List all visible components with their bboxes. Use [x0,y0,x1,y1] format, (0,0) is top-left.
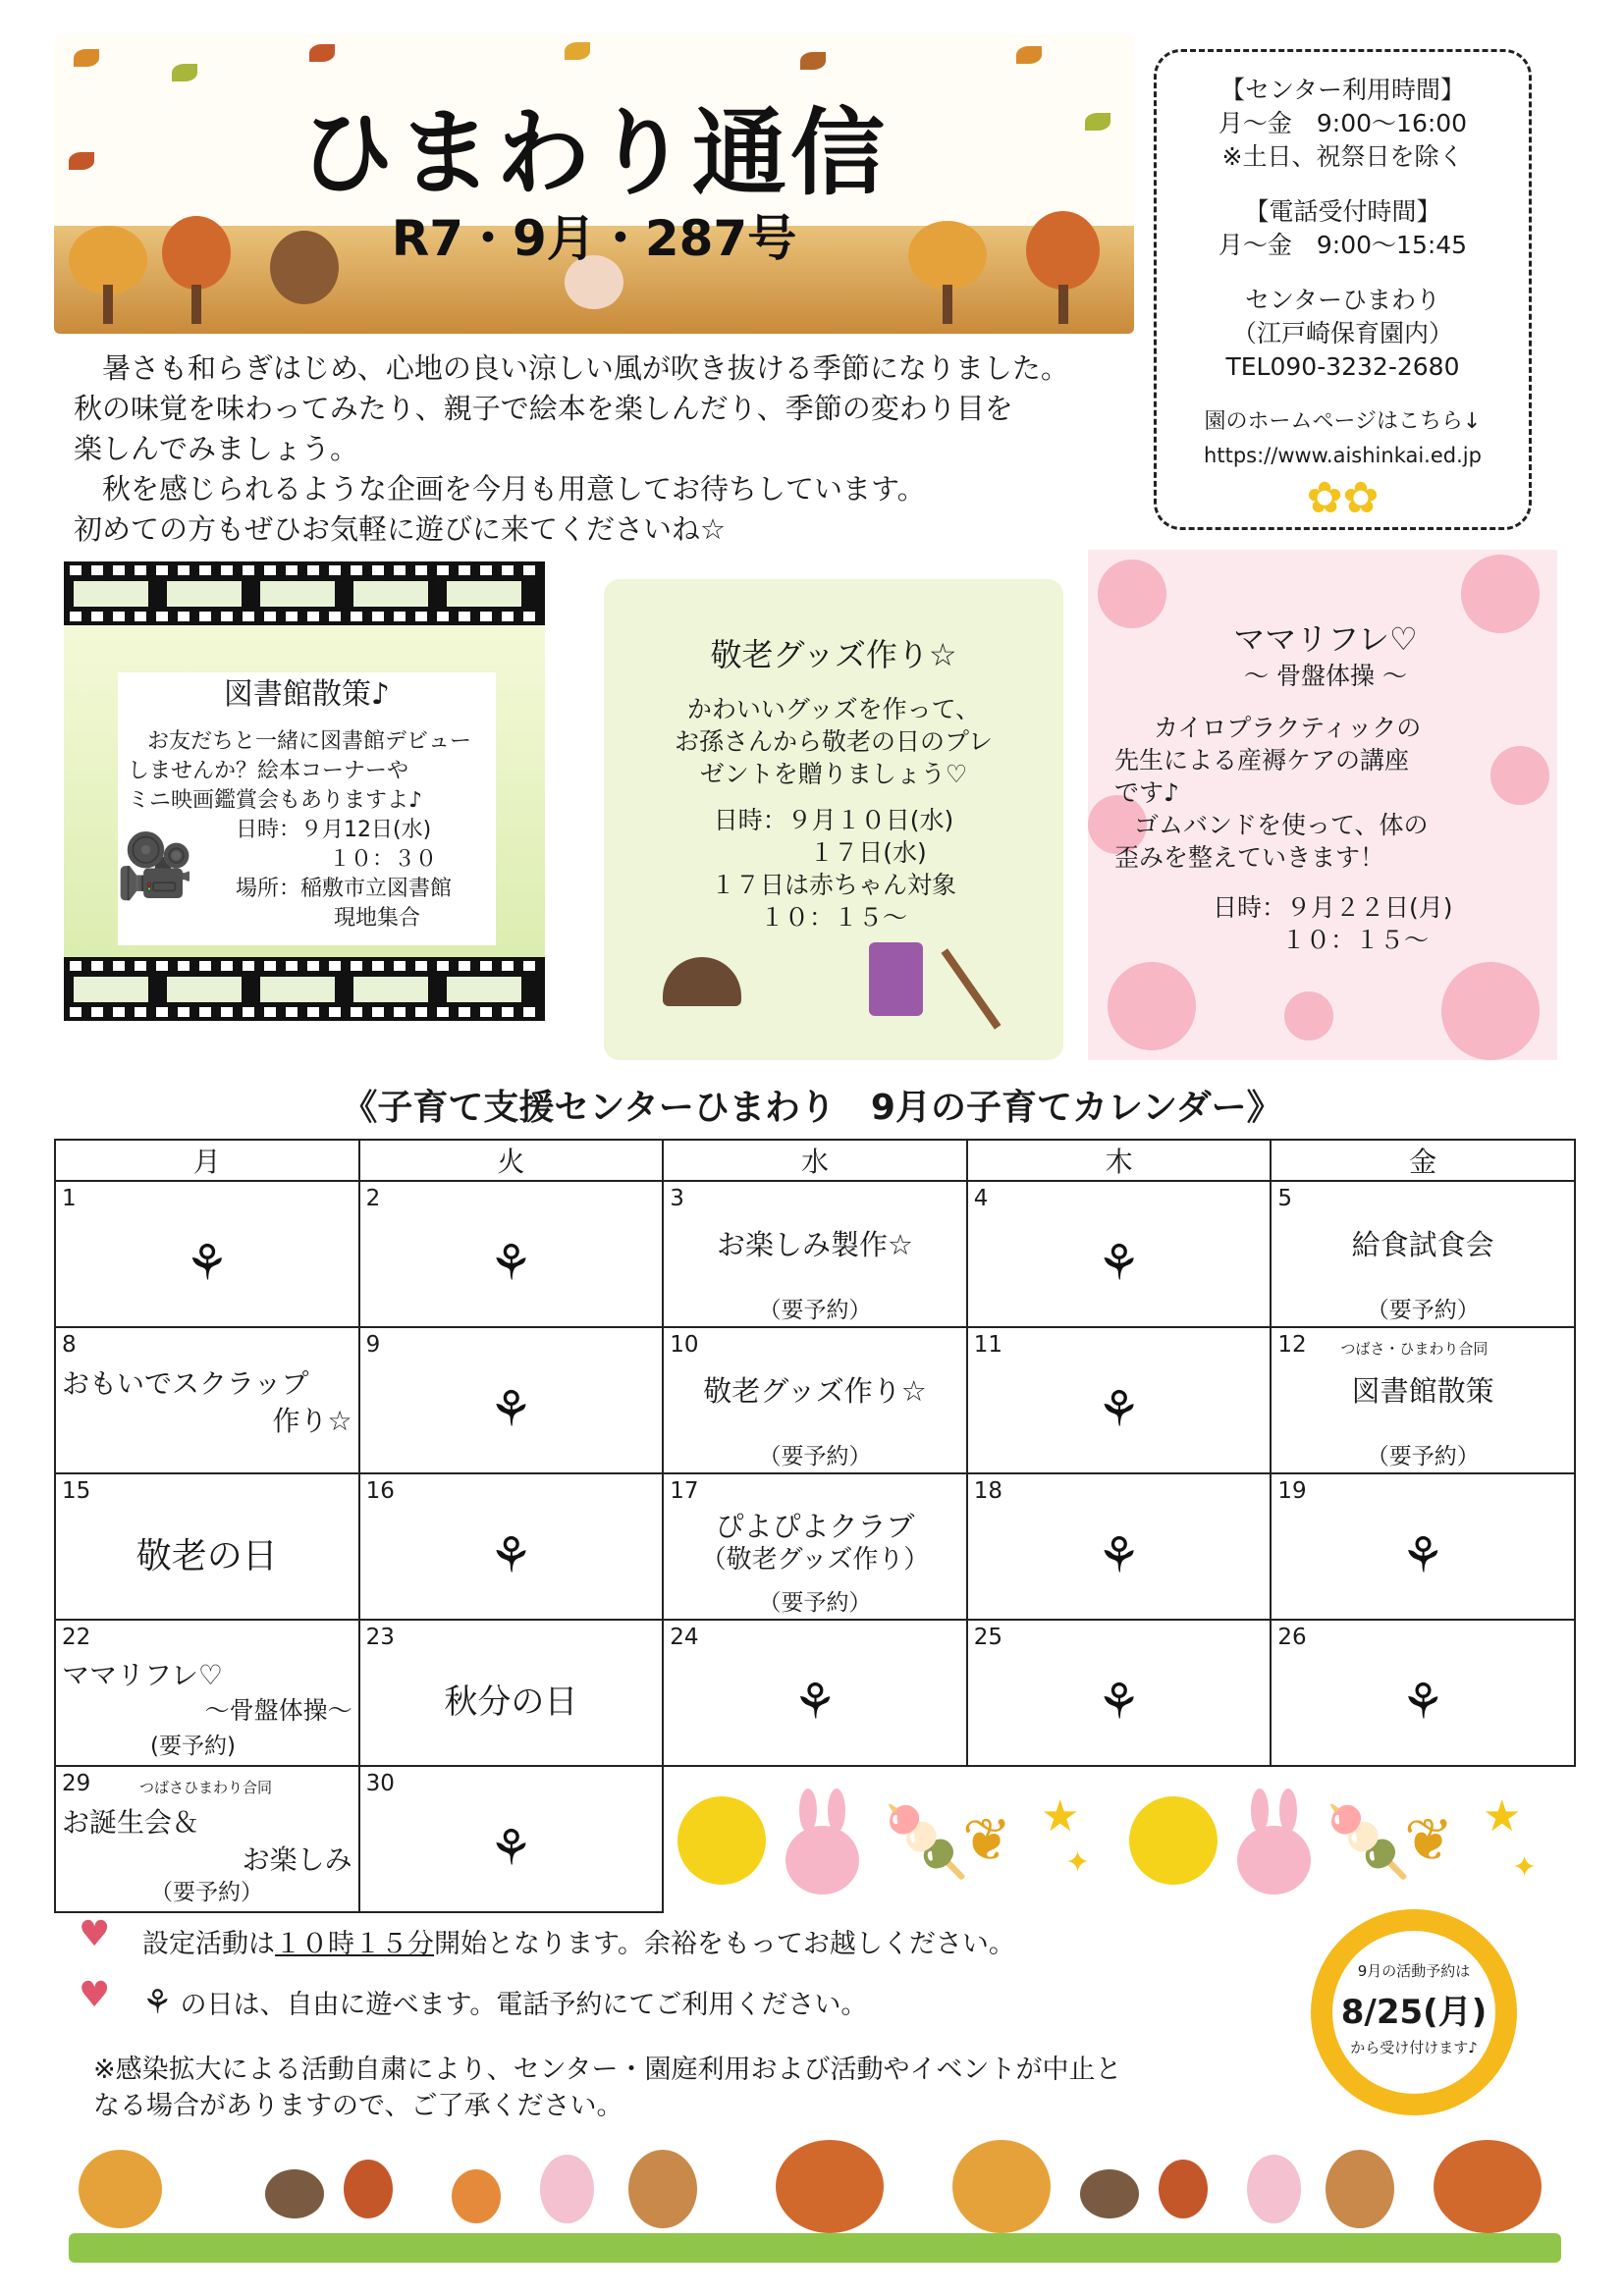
movie-camera-icon: 🎥 [116,830,194,903]
event-sublabel: （敬老グッズ作り） [700,1545,930,1575]
telephone: TEL090-3232-2680 [1225,352,1460,381]
library-line-3: ミニ映画鑑賞会もありますよ♪ [128,788,423,813]
calendar-day-30 [359,1766,664,1912]
mama-refre-content [1114,618,1537,956]
badge-date: 8/25(月) [1340,1993,1488,2032]
autumn-animals-footer [69,2140,1561,2263]
reservation-required: (要予約) [150,1734,236,1759]
library-place: 場所：稲敷市立図書館 [236,877,453,901]
event-label: おもいでスクラップ [62,1367,309,1400]
calendar-day-10 [663,1327,967,1473]
day-number: 17 [670,1478,699,1504]
tree-icon [79,2150,162,2228]
pampas-grass-icon: ❦ [1404,1806,1454,1875]
cane-icon [941,948,1001,1029]
note-text: 設定活動は [142,1929,275,1959]
usage-heading: 【センター利用時間】 [1219,76,1465,104]
holiday-label: 秋分の日 [444,1682,578,1722]
keiro-line-3: ゼントを贈りましょう♡ [699,760,968,788]
calendar-day-19 [1271,1473,1575,1620]
mama-line-2: 先生による産褥ケアの講座 [1114,746,1410,774]
newsletter-title: ひまわり通信 [299,98,889,208]
badge-inner [1332,1931,1495,2094]
weekday-header-row [55,1140,1575,1181]
badge-bottom-text: から受け付けます♪ [1350,2039,1478,2056]
library-event-card [118,672,496,945]
tulip-icon: ⚘ [488,1526,533,1584]
day-number: 2 [365,1186,381,1211]
leaf-icon [800,52,826,70]
week-row-3 [55,1473,1575,1620]
usage-hours: 月～金 9:00～16:00 [1218,109,1468,137]
intro-paragraph-1: 暑さも和らぎはじめ、心地の良い涼しい風が吹き抜ける季節になりました。 秋の味覚を味わってみたり、親子で絵本を楽しんだり、季節の変わり目を 楽しんでみましょう。 [74,351,1069,465]
dango-icon: 🍡 [884,1801,970,1882]
reservation-required: （要予約） [1366,1444,1480,1469]
rabbit-icon [1247,2155,1301,2223]
mama-line-4: ゴムバンドを使って、体の [1134,811,1429,839]
raccoon-icon [1159,2160,1208,2218]
tree-icon [1434,2140,1542,2233]
tulip-icon: ⚘ [1097,1526,1141,1584]
keiro-line-1: かわいいグッズを作って、 [686,695,981,723]
library-line-2: しませんか？絵本コーナーや [128,759,409,783]
calendar-day-24 [663,1620,967,1766]
day-number: 4 [973,1186,989,1211]
keiro-date-3: １７日は赤ちゃん対象 [710,871,956,899]
tulip-icon: ⚘ [1097,1234,1141,1292]
library-event-title: 図書館散策♪ [223,677,391,712]
calendar-day-3 [663,1181,967,1327]
intro-text [74,348,1139,550]
sunflower-icon: ✿✿ [1306,473,1380,523]
weekday-fri: 金 [1271,1140,1575,1181]
joint-note: つばさひまわり合同 [139,1779,273,1796]
event-label: ママリフレ♡ [62,1659,223,1691]
day-number: 11 [973,1332,1003,1358]
day-number: 18 [973,1478,1003,1504]
reservation-required: （要予約） [150,1880,263,1905]
day-number: 8 [62,1332,77,1358]
trunk [191,285,201,324]
fox-icon [452,2169,501,2223]
keiro-event-title: 敬老グッズ作り☆ [710,636,957,673]
event-label: お誕生会＆ [62,1806,200,1839]
day-number: 23 [365,1625,395,1650]
moon-icon [677,1796,766,1885]
event-label-cont: お楽しみ [242,1843,352,1876]
keiro-date-2: １７日(水) [809,838,927,867]
reservation-required: （要予約） [758,1590,872,1616]
calendar-day-9 [359,1327,664,1473]
keiro-date-1: 日時：９月１０日(水) [713,806,954,834]
day-number: 10 [670,1332,699,1358]
tulip-icon: ⚘ [185,1234,230,1292]
star-icon: ✦ [1065,1845,1091,1880]
star-icon: ★ [1041,1791,1080,1842]
day-number: 30 [365,1771,395,1796]
calendar-day-23 [359,1620,664,1766]
calendar-day-16 [359,1473,664,1620]
day-number: 5 [1277,1186,1293,1211]
calendar-day-2 [359,1181,664,1327]
calendar-day-12 [1271,1327,1575,1473]
tulip-icon: ⚘ [792,1673,838,1731]
raccoon-icon [344,2160,393,2218]
star-icon: ✦ [1512,1850,1538,1885]
tree-icon [776,2140,884,2233]
event-sublabel: ～骨盤体操～ [204,1696,352,1725]
tulip-icon: ⚘ [488,1234,533,1292]
reservation-start-badge [1311,1909,1517,2115]
badge-top-text: 9月の活動予約は [1357,1962,1471,1980]
phone-hours: 月～金 9:00～15:45 [1218,231,1468,259]
reservation-required: （要予約） [1366,1298,1480,1323]
holiday-label: 敬老の日 [135,1536,278,1576]
event-label: 敬老グッズ作り☆ [703,1374,927,1408]
day-number: 1 [62,1186,77,1211]
film-strip-top [64,561,545,625]
event-label: ぴよぴよクラブ [715,1510,915,1543]
mama-event-subtitle: ～ 骨盤体操 ～ [1244,662,1407,690]
day-number: 15 [62,1478,91,1504]
tulip-icon: ⚘ [1097,1380,1141,1438]
calendar-day-11 [967,1327,1272,1473]
mama-time: １０：１５～ [1281,926,1430,954]
leaf-icon [74,49,99,67]
day-number: 3 [670,1186,684,1211]
deer-icon [628,2150,697,2228]
center-info-box [1154,49,1532,530]
note-text: の日は、自由に遊べます。電話予約にてご利用ください。 [180,1990,868,2020]
calendar-day-29 [55,1766,359,1912]
tulip-icon: ⚘ [142,1983,173,2022]
day-number: 29 [62,1771,91,1796]
library-date: 日時：９月12日(水) [236,818,432,842]
note-cancellation: ※感染拡大による活動自粛により、センター・園庭利用および活動やイベントが中止と なる場合がありますので、ご了承ください。 [93,2055,1122,2121]
week-row-2 [55,1327,1575,1473]
event-label-cont: 作り☆ [272,1405,352,1437]
calendar-title: 《子育て支援センターひまわり 9月の子育てカレンダー》 [342,1088,1282,1128]
tulip-icon: ⚘ [1097,1673,1141,1731]
rabbit-icon [785,1826,859,1895]
dango-icon: 🍡 [1326,1801,1412,1882]
trunk [1058,285,1068,324]
library-place-note: 現地集合 [334,906,421,931]
reservation-required: （要予約） [758,1444,872,1469]
moon-icon [1129,1796,1218,1885]
homepage-label: 園のホームページはこちら↓ [1204,409,1482,434]
issue-number: R7・9月・287号 [391,210,797,267]
hat-icon [663,957,741,1006]
note-text: 開始となります。余裕をもってお越しください。 [434,1929,1015,1959]
hedgehog-icon [1080,2169,1139,2218]
rabbit-icon [540,2155,594,2223]
mama-line-1: カイロプラクティックの [1154,714,1422,742]
tulip-icon: ⚘ [488,1819,533,1877]
day-number: 12 [1277,1332,1307,1358]
day-number: 24 [670,1625,699,1650]
rabbit-icon [1237,1826,1311,1895]
usage-note: ※土日、祝祭日を除く [1221,142,1464,171]
star-icon: ★ [1483,1791,1522,1842]
mama-date: 日時：９月２２日(月) [1213,893,1453,922]
note-free-play [142,1983,867,2022]
keiro-event-panel [604,579,1063,1060]
note-time: １０時１５分 [275,1929,434,1959]
reservation-required: （要予約） [758,1298,872,1323]
event-label: 給食試食会 [1351,1228,1494,1261]
leaf-icon [309,44,335,62]
week-row-4 [55,1620,1575,1766]
tree-icon [952,2140,1051,2233]
heart-icon: ♥ [79,1914,111,1954]
note-activity-start [142,1922,1015,1960]
day-number: 25 [973,1625,1003,1650]
day-number: 26 [1277,1625,1307,1650]
keiro-time: １０：１５～ [759,903,907,932]
weekday-tue: 火 [359,1140,664,1181]
trunk [103,285,113,324]
weekday-wed: 水 [663,1140,967,1181]
grass [69,2233,1561,2263]
film-strip-bottom [64,957,545,1021]
calendar-day-15 [55,1473,359,1620]
event-label: 図書館散策 [1351,1374,1494,1408]
leaf-icon [565,42,590,60]
calendar-day-22 [55,1620,359,1766]
leaf-icon [1016,46,1042,64]
header-banner [54,34,1134,334]
day-number: 9 [365,1332,381,1358]
trunk [943,285,952,324]
weekday-thu: 木 [967,1140,1272,1181]
tulip-icon: ⚘ [488,1380,533,1438]
phone-heading: 【電話受付時間】 [1244,197,1441,226]
vest-icon [869,942,923,1016]
tulip-icon: ⚘ [1400,1526,1445,1584]
day-number: 22 [62,1625,91,1650]
moon-viewing-decorations [668,1777,1576,1924]
event-label: お楽しみ製作☆ [716,1228,913,1261]
homepage-url[interactable]: https://www.aishinkai.ed.jp [1204,444,1482,467]
calendar-day-17 [663,1473,967,1620]
weekday-mon: 月 [55,1140,359,1181]
mama-line-3: です♪ [1114,778,1179,807]
calendar-day-25 [967,1620,1272,1766]
calendar-day-8 [55,1327,359,1473]
library-line-1: お友だちと一緒に図書館デビュー [147,729,472,754]
calendar-day-5 [1271,1181,1575,1327]
day-number: 19 [1277,1478,1307,1504]
calendar-day-18 [967,1473,1272,1620]
intro-paragraph-2: 秋を感じられるような企画を今月も用意してお待ちしています。 初めての方もぜひお気軽に遊びに来てくださいね☆ [74,472,926,546]
tulip-icon: ⚘ [1400,1673,1445,1731]
mama-event-title: ママリフレ♡ [1233,620,1418,658]
center-place: （江戸崎保育園内） [1231,319,1453,347]
day-number: 16 [365,1478,395,1504]
pampas-grass-icon: ❦ [962,1806,1012,1875]
week-row-1 [55,1181,1575,1327]
calendar-day-26 [1271,1620,1575,1766]
deer-icon [1326,2150,1394,2228]
keiro-line-2: お孫さんから敬老の日のプレ [674,727,993,756]
mama-line-5: 歪みを整えていきます！ [1114,843,1385,872]
joint-note: つばさ・ひまわり合同 [1340,1340,1489,1358]
heart-icon: ♥ [79,1975,111,2015]
library-time: １０：３０ [329,847,438,872]
calendar-day-1 [55,1181,359,1327]
center-name: センターひまわり [1244,286,1440,314]
hedgehog-icon [265,2169,324,2218]
calendar-day-4 [967,1181,1272,1327]
